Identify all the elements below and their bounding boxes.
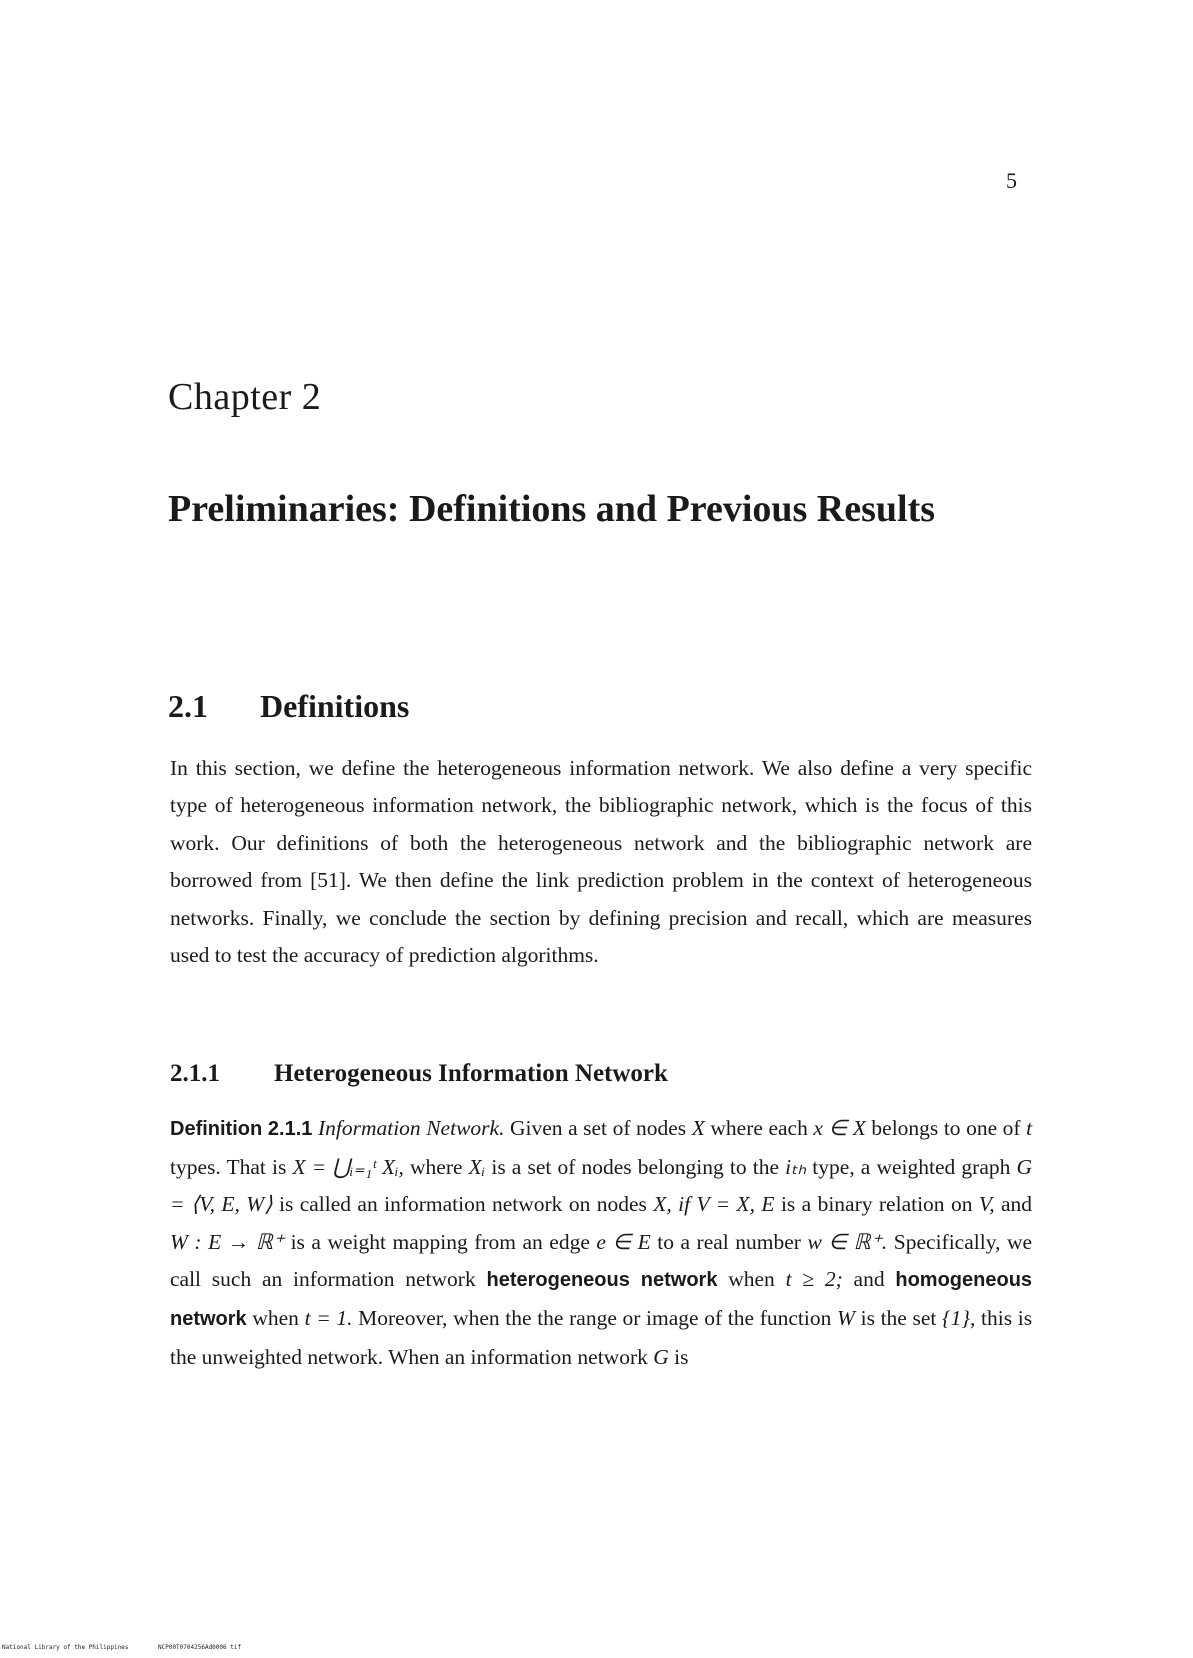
- math-expr: t = 1.: [304, 1305, 353, 1330]
- definition-text: Given a set of nodes: [510, 1116, 687, 1140]
- section-title: Definitions: [260, 688, 410, 724]
- math-var: iₜₕ: [785, 1154, 807, 1179]
- math-expr: {1},: [942, 1305, 976, 1330]
- subsection-heading: [170, 1060, 668, 1088]
- definition-paragraph: [170, 1110, 1032, 1376]
- footer-file-id: NCP00T0704256Ad0006 tif: [158, 1644, 242, 1651]
- section-intro-paragraph: In this section, we define the heterogeneous information network. We also define a very specific type of heterogeneous information network, the bibliographic network, which is the focus of this work. Our definitions of both the heterogeneous network and the bibliographic network are borrowed from [51]. We then define the link prediction problem in the context of heterogeneous networks. Finally, we conclude the section by defining precision and recall, which are measures used to test the accuracy of prediction algorithms.: [170, 756, 1032, 968]
- definition-label: Definition 2.1.1: [170, 1118, 313, 1140]
- definition-text: this is the unweighted network. When an information network: [170, 1305, 1033, 1369]
- definition-text: Specifically, we call such an information network: [170, 1229, 1033, 1292]
- definition-text: type, a weighted graph: [812, 1154, 1011, 1179]
- math-expr: G = ⟨V, E, W⟩: [170, 1154, 1033, 1217]
- chapter-title: Preliminaries: Definitions and Previous Results: [168, 488, 936, 530]
- math-expr: X, if: [653, 1192, 691, 1217]
- math-var: t: [1026, 1116, 1033, 1140]
- math-expr: V = X,: [696, 1192, 756, 1217]
- math-var: V,: [978, 1192, 995, 1217]
- term-heterogeneous-network: heterogeneous network: [486, 1269, 718, 1292]
- definition-text: Moreover, when the the range or image of the function: [358, 1305, 832, 1330]
- term-homogeneous-network: homogeneous network: [170, 1269, 1033, 1330]
- math-expr: x ∈ X: [813, 1116, 866, 1140]
- definition-text: is called an information network on nodes: [278, 1192, 647, 1217]
- chapter-label: Chapter 2: [168, 376, 322, 418]
- definition-text: when: [728, 1267, 775, 1292]
- math-var: W: [837, 1305, 855, 1330]
- math-expr: X = ⋃ᵢ₌₁ᵗ Xᵢ,: [292, 1154, 404, 1179]
- math-expr: W : E → ℝ⁺: [170, 1229, 285, 1254]
- definition-text: is a binary relation on: [780, 1192, 973, 1217]
- definition-text: where each: [710, 1116, 808, 1140]
- math-expr: e ∈ E: [596, 1229, 651, 1254]
- math-var: X: [691, 1116, 705, 1140]
- subsection-number: 2.1.1: [170, 1060, 220, 1087]
- definition-text: is the set: [860, 1305, 937, 1330]
- definition-text: and: [853, 1267, 885, 1292]
- math-var: E: [761, 1192, 775, 1217]
- definition-text: and: [1000, 1192, 1033, 1217]
- definition-text: when: [252, 1305, 299, 1330]
- math-var: G: [653, 1344, 669, 1369]
- page-number: 5: [1006, 168, 1017, 193]
- definition-text: where: [410, 1154, 463, 1179]
- footer-library-stamp: National Library of the Philippines: [2, 1644, 129, 1651]
- definition-text: is: [674, 1344, 689, 1369]
- definition-text: to a real number: [657, 1229, 801, 1254]
- definition-name: Information Network.: [317, 1116, 505, 1140]
- math-expr: t ≥ 2;: [785, 1267, 843, 1292]
- definition-text: types. That is: [170, 1154, 287, 1179]
- definition-text: is a weight mapping from an edge: [290, 1229, 590, 1254]
- definition-text: is a set of nodes belonging to the: [491, 1154, 780, 1179]
- math-var: Xᵢ: [468, 1154, 486, 1179]
- subsection-title: Heterogeneous Information Network: [274, 1060, 668, 1087]
- definition-text: belongs to one of: [871, 1116, 1021, 1140]
- section-heading: [168, 688, 409, 725]
- math-expr: w ∈ ℝ⁺.: [807, 1229, 888, 1254]
- section-number: 2.1: [168, 688, 208, 724]
